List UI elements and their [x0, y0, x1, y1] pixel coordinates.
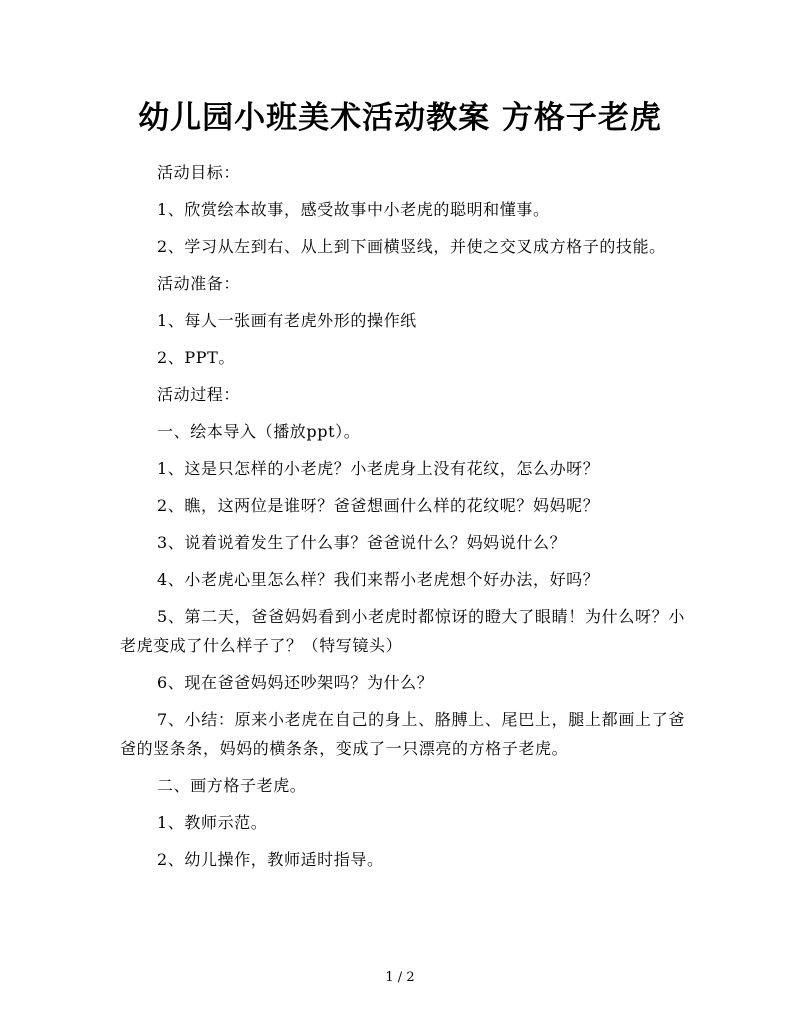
process-step-1-heading: 一、绘本导入（播放ppt）。	[157, 422, 361, 441]
process-step-2-item-2: 2、幼儿操作，教师适时指导。	[157, 850, 384, 869]
process-question-4: 4、小老虎心里怎么样？我们来帮小老虎想个好办法，好吗？	[157, 570, 600, 589]
section-heading-goals: 活动目标：	[157, 163, 241, 182]
process-question-2: 2、瞧，这两位是谁呀？爸爸想画什么样的花纹呢？妈妈呢？	[157, 496, 600, 515]
section-heading-preparation: 活动准备：	[157, 274, 241, 293]
preparation-item-2: 2、PPT。	[157, 348, 235, 367]
goal-item-2: 2、学习从左到右、从上到下画横竖线，并使之交叉成方格子的技能。	[157, 237, 666, 256]
process-step-2-heading: 二、画方格子老虎。	[157, 776, 307, 795]
process-question-3: 3、说着说着发生了什么事？爸爸说什么？妈妈说什么？	[157, 533, 567, 552]
preparation-item-1: 1、每人一张画有老虎外形的操作纸	[157, 311, 417, 330]
process-question-1: 1、这是只怎样的小老虎？小老虎身上没有花纹，怎么办呀？	[157, 459, 600, 478]
document-body	[120, 158, 685, 882]
goal-item-1: 1、欣赏绘本故事，感受故事中小老虎的聪明和懂事。	[157, 200, 550, 219]
process-step-2-item-1: 1、教师示范。	[157, 813, 268, 832]
process-question-5: 5、第二天，爸爸妈妈看到小老虎时都惊讶的瞪大了眼睛！为什么呀？小老虎变成了什么样子了？（特写镜头）	[120, 607, 685, 655]
page-number: 1 / 2	[385, 970, 415, 985]
document-title: 幼儿园小班美术活动教案 方格子老虎	[138, 100, 662, 136]
process-summary: 7、小结：原来小老虎在自己的身上、胳膊上、尾巴上，腿上都画上了爸爸的竖条条，妈妈的横条条，变成了一只漂亮的方格子老虎。	[120, 710, 685, 758]
process-question-6: 6、现在爸爸妈妈还吵架吗？为什么？	[157, 673, 434, 692]
section-heading-process: 活动过程：	[157, 385, 241, 404]
